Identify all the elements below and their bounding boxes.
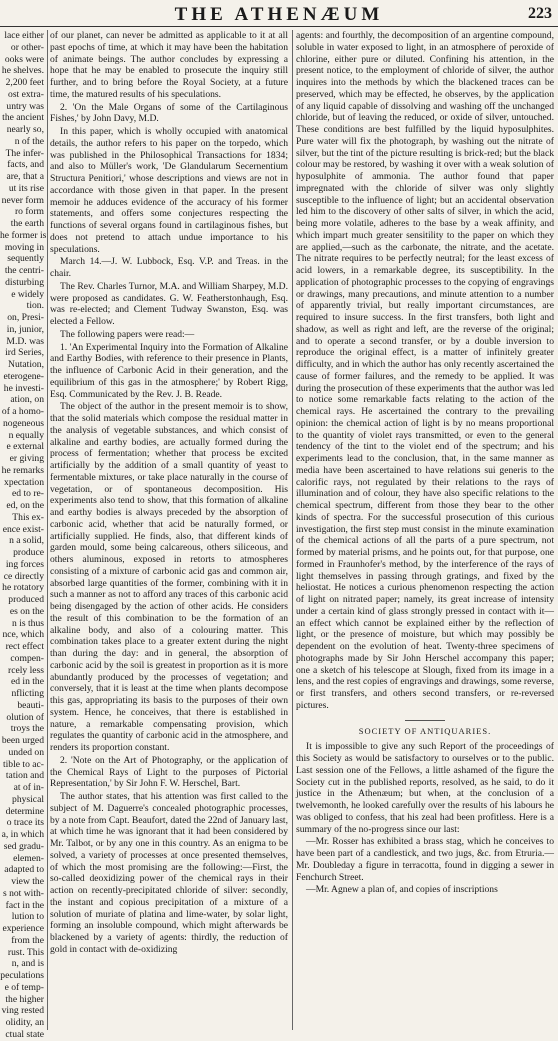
text-fragment: experience	[2, 923, 44, 934]
text-fragment: tation and	[5, 770, 44, 782]
text-fragment: the ancient	[2, 112, 44, 124]
text-fragment: view the	[11, 876, 44, 887]
text-fragment: This ex-	[12, 511, 44, 523]
text-fragment: ird Series,	[5, 347, 44, 359]
article-paragraph: It is impossible to give any such Report of the proceedings of this Society as would be satisfactory to ourselves or to the public. Last session one of the Fellows, a little ashamed of the figure the Society cut in the published reports, resolved, as he said, to do it justice in the Athenæum; but when, at the conclusion of a twelvemonth, he looked carefully over the results of his labours he was obliged to confess, that his zeal had been profitless. Here is a summary of the no-progress since our last:	[296, 741, 554, 835]
text-fragment: olution of	[6, 711, 44, 723]
text-fragment: physical	[12, 793, 44, 805]
text-fragment: ed, on the	[6, 500, 44, 511]
text-fragment: the higher	[5, 993, 44, 1005]
left-column-fragments	[0, 30, 47, 1040]
text-fragment: ed in the	[10, 676, 44, 688]
text-fragment: peculations	[0, 970, 44, 981]
text-fragment: 2,200 feet	[5, 77, 44, 88]
text-fragment: rust. This	[7, 946, 44, 958]
text-fragment: the centri-	[4, 265, 44, 276]
text-fragment: es on the	[9, 605, 44, 617]
text-fragment: compen-	[10, 652, 44, 664]
article-paragraph: of our planet, can never be admitted as applicable to it at all past epochs of time, at which it may have been the habitation of animate beings. The author concludes by expressing a hope that he may be enabled to prosecute the inquiry still further, and to bring before the Royal Society, at a future time, the matured results of his speculations.	[50, 30, 288, 100]
text-fragment: tible to ac-	[2, 758, 44, 770]
article-paragraph: 1. 'An Experimental Inquiry into the Formation of Alkaline and Earthy Bodies, with reference to their presence in Plants, the influence of Carbonic Acid in their generation, and the equilibrium of this gas in the atmosphere;' by Robert Rigg, Esq. Communicated by the Rev. J. B. Reade.	[50, 341, 288, 400]
text-fragment: ost extra-	[8, 88, 44, 100]
text-fragment: in, junior,	[6, 323, 44, 335]
text-fragment: o trace its	[6, 817, 44, 829]
text-fragment: unded on	[8, 746, 44, 758]
text-fragment: ation, on	[10, 394, 44, 406]
text-fragment: determine	[5, 805, 44, 817]
masthead-title: THE ATHENÆUM	[174, 4, 384, 25]
text-fragment: of a homo-	[1, 406, 44, 417]
text-fragment: ed to re-	[12, 488, 44, 500]
text-fragment: n equally	[8, 429, 44, 441]
text-fragment: from the	[11, 934, 44, 946]
text-fragment: olidity, an	[5, 1017, 44, 1028]
text-fragment: adapted to	[4, 864, 44, 876]
article-paragraph: agents: and fourthly, the decomposition of an argentine compound, soluble in water exposed to light, in an atmosphere of peroxide of chlorine, either pure or diluted. Confining his attention, in the present notice, to the employment of chloride of silver, the author inquires into the methods by which the blackened traces can be preserved, which may be effected, he observes, by the application of any liquid capable of dissolving and washing off the unchanged chloride, but of leaving the reduced, or oxide of silver, untouched. These conditions are best fulfilled by the liquid hyposulphites. Pure water will fix the photograph, by washing out the nitrate of silver, but the tint of the picture resulting is brick-red; but the black colour may be restored, by washing it over with a weak solution of hyposulphite of ammonia. The author found that paper impregnated with the chloride of silver was only slightly susceptible to the influence of light; but an accidental observation led him to the discovery of other salts of silver, in which the acid, being more volatile, adheres to the base by a weak affinity, and which impart much greater sensitility to the paper on which they are applied,—such as the carbonate, the nitrate, and the acetate. The nitrate requires to be perfectly neutral; for the least excess of acid lowers, in a remarkable degree, its susceptibility. In the application of photographic processes to the copying of engravings or drawings, many precautions, and minute attention to a number of apparently trivial, but really important circumstances, are required to insure success. In the first transfers, both light and shadow, as well as right and left, are the reverse of the original; and to operate a second transfer, or by a double inversion to reproduce the original effect, is a matter of infinitely greater difficulty, and in which the author has only recently ascertained the cause of former failures, and the remedy to be applied. It was during the prosecution of these experiments that the author was led to notice some remarkable facts relating to the action of the chemical rays. He ascertained the contrary to the prevailing opinion: the chemical action of light is by no means proportional to the quantity of violet rays transmitted, or even to the general tendency of the tint to the violet end of the spectrum; and his experiments lead to the conclusion, that, in the same manner as media have been ascertained to have relations sui generis to the calorific rays, not regulated by their relations to the rays of illumination and of colour, they have also specific relations to the chemical spectrum, different from those they bear to the other kinds of spectra. For the successful prosecution of this curious investigation, the first step must consist in the minute examination of the chemical actions of all the parts of a pure spectrum, not formed by material prisms, and he points out, for that purpose, one formed in Fraunhofer's method, by the interference of the rays of light themselves in passing through gratings, and fixed by the heliostat. He notices a curious phenomenon respecting the action of light on nitrated paper; namely, its great increase of intensity under a certain kind of glass strongly pressed in contact with it—an effect which cannot be explained either by the reflection of light, or the presence of moisture, but which may possibly be dependent on the evolution of heat. Twenty-three specimens of photographs made by Sir John Herschel accompany this paper; one a sketch of his telescope at Slough, fixed from its image in a lens, and the rest copies of engravings and drawings, some reverse, or first transfers, and others second transfers, or re-reversed pictures.	[296, 30, 554, 711]
text-fragment: at of in-	[13, 782, 44, 793]
text-fragment: nflicting	[11, 688, 44, 699]
article-paragraph: March 14.—J. W. Lubbock, Esq. V.P. and Treas. in the chair.	[50, 256, 288, 279]
text-fragment: he investi-	[3, 382, 44, 394]
article-paragraph: —Mr. Rosser has exhibited a brass stag, which he conceives to have been part of a candlestick, and two jugs, &c. from Etruria.—Mr. Doubleday a figure in terracotta, found in digging a sewer in Fenchurch Street.	[296, 836, 554, 883]
text-fragment: produce	[13, 547, 44, 558]
section-heading: SOCIETY OF ANTIQUARIES.	[296, 720, 554, 738]
text-fragment: ing forces	[5, 558, 44, 570]
text-fragment: ving rested	[1, 1005, 44, 1017]
text-fragment: sed gradu-	[3, 840, 44, 852]
text-fragment: n, and is	[11, 958, 44, 970]
text-fragment: lace either	[4, 30, 44, 41]
article-paragraph: The object of the author in the present memoir is to show, that the solid materials which compose the residual matter in the analysis of vegetable substances, and which consist of alkaline and earthy bodies, are actually formed during the process of fermentation; whether that process be excited artificially by the addition of a small quantity of yeast to fermentable mixtures, or take place naturally in the course of vegetation, or of spontaneous decomposition. His experiments also tend to show, that this formation of alkaline and earthy bodies is always preceded by the absorption of carbonic acid, whether that acid be naturally formed, or artificially supplied. He finds, also, that different kinds of garden mould, some being calcareous, others siliceous, and others aluminous, exposed in retorts to atmospheres consisting of a mixture of carbonic acid gas and common air, absorbed large quantities of the former, combining with it in such a manner as not to afford any traces of this carbonic acid being disengaged by the action of other acids. He considers the result of this combination to be the formation of an alkaline body, and also of a colouring matter. This combination takes place to a greater extent during the night than during the day: and in general, the absorption of carbonic acid by the soil is greatest in proportion as it is more abundantly produced by the processes of vegetation; and conversely, that it is least at the time when plants decompose this gas, appropriating its basis to the purposes of their own system. Hence, he conceives, that there is established in nature, a remarkable compensating provision, which regulates the quantity of carbonic acid in the atmosphere, and renders its proportion constant.	[50, 401, 288, 753]
text-fragment: er giving	[9, 453, 44, 464]
text-fragment: troys the	[10, 723, 44, 735]
text-fragment: rect effect	[5, 641, 44, 652]
text-fragment: elemen-	[13, 852, 44, 864]
text-fragment: untry was	[6, 100, 44, 112]
text-fragment: tion.	[26, 300, 44, 312]
text-fragment: e external	[6, 441, 44, 453]
text-fragment: a, in which	[1, 829, 44, 840]
text-fragment: e widely	[11, 288, 44, 300]
article-paragraph: The author states, that his attention was first called to the subject of M. Daguerre's concealed photographic processes, by a note from Capt. Beaufort, dated the 22nd of January last, at which time he was ignorant that it had been considered by Mr. Talbot, or by any one in this country. As an enigma to be solved, a variety of processes at once presented themselves, of which the most promising are the following:—First, the so-called deoxidizing power of the chemical rays in their action on recently-precipitated chloride of silver: secondly, the instant and copious precipitation of a mixture of a solution of muriate of platina and lime-water, by solar light, forming an insoluble compound, which might afterwards be blackened by a variety of agents: thirdly, the reduction of gold in contact with de-oxidizing	[50, 791, 288, 955]
text-fragment: facts, and	[7, 159, 44, 171]
text-fragment: Nutation,	[8, 359, 44, 370]
text-fragment: he former is	[0, 229, 47, 241]
article-paragraph: 2. 'On the Male Organs of some of the Cartilaginous Fishes,' by John Davy, M.D.	[50, 101, 288, 125]
text-fragment: produced	[8, 594, 44, 605]
text-fragment: been urged	[1, 735, 44, 746]
text-fragment: ence exist-	[2, 523, 44, 535]
page-header	[0, 0, 558, 34]
article-paragraph: 2. 'Note on the Art of Photography, or the application of the Chemical Rays of Light to the purposes of Pictorial Representation,' by Sir John F. W. Herschel, Bart.	[50, 754, 288, 790]
text-fragment: lution to	[11, 911, 44, 923]
text-fragment: eterogene-	[3, 370, 44, 382]
text-fragment: never form	[1, 194, 44, 206]
header-rule	[0, 26, 558, 27]
text-fragment: are, that a	[6, 171, 44, 182]
text-fragment: ooks were	[4, 53, 44, 65]
text-fragment: s not with-	[2, 887, 44, 899]
text-fragment: he remarks	[1, 464, 44, 476]
text-fragment: disturbing	[5, 276, 44, 288]
text-fragment: or other-	[10, 41, 44, 53]
article-paragraph: —Mr. Agnew a plan of, and copies of inscriptions	[306, 884, 498, 896]
article-paragraph: In this paper, which is wholly occupied with anatomical details, the author refers to his paper on the torpedo, which was published in the Philosophical Transactions for 1834; and also to Müller's work, 'De Glandularum Secernentium Structura Penitiori,' whose descriptions and views are not in accordance with those given in that paper. In the present memoir he adduces evidence of the accuracy of his former statements, and offers some conjectures respecting the functions of several organs found in cartilaginous fishes, but does not pretend to attach undue importance to his speculations.	[50, 126, 288, 255]
column-divider	[47, 30, 48, 1030]
text-fragment: n is thus	[12, 617, 44, 629]
text-fragment: ce directly	[3, 570, 44, 582]
middle-column	[50, 30, 288, 1030]
right-column	[296, 30, 554, 1030]
text-fragment: e of temp-	[4, 981, 44, 993]
text-fragment: sequently	[7, 253, 44, 265]
text-fragment: beauti-	[17, 699, 44, 711]
text-fragment: he rotatory	[2, 582, 44, 594]
text-fragment: nce, which	[2, 629, 44, 641]
text-fragment: fact in the	[5, 899, 44, 911]
text-fragment: n of the	[14, 135, 44, 147]
text-fragment: the earth	[10, 218, 44, 229]
text-fragment: ro form	[14, 206, 44, 218]
text-fragment: ctual state	[5, 1028, 44, 1040]
text-fragment: n a solid,	[9, 535, 44, 547]
article-paragraph: The following papers were read:—	[60, 328, 195, 340]
text-fragment: nogeneous	[2, 417, 44, 429]
text-fragment: M.D. was	[6, 335, 44, 347]
text-fragment: The infer-	[5, 147, 44, 159]
column-divider	[292, 30, 293, 1030]
text-fragment: nearly so,	[6, 124, 44, 135]
text-fragment: rcely less	[8, 664, 44, 676]
text-fragment: on, Presi-	[7, 312, 44, 323]
text-fragment: he shelves.	[1, 65, 44, 77]
article-paragraph: The Rev. Charles Turnor, M.A. and William Sharpey, M.D. were proposed as candidates. G. W. Featherstonhaugh, Esq. was re-elected; and Clement Tudway Swanston, Esq. was elected a Fellow.	[50, 280, 288, 327]
text-fragment: ut its rise	[8, 182, 44, 194]
text-fragment: moving in	[4, 241, 44, 253]
text-fragment: xpectation	[4, 476, 44, 488]
page-number: 223	[528, 5, 552, 22]
